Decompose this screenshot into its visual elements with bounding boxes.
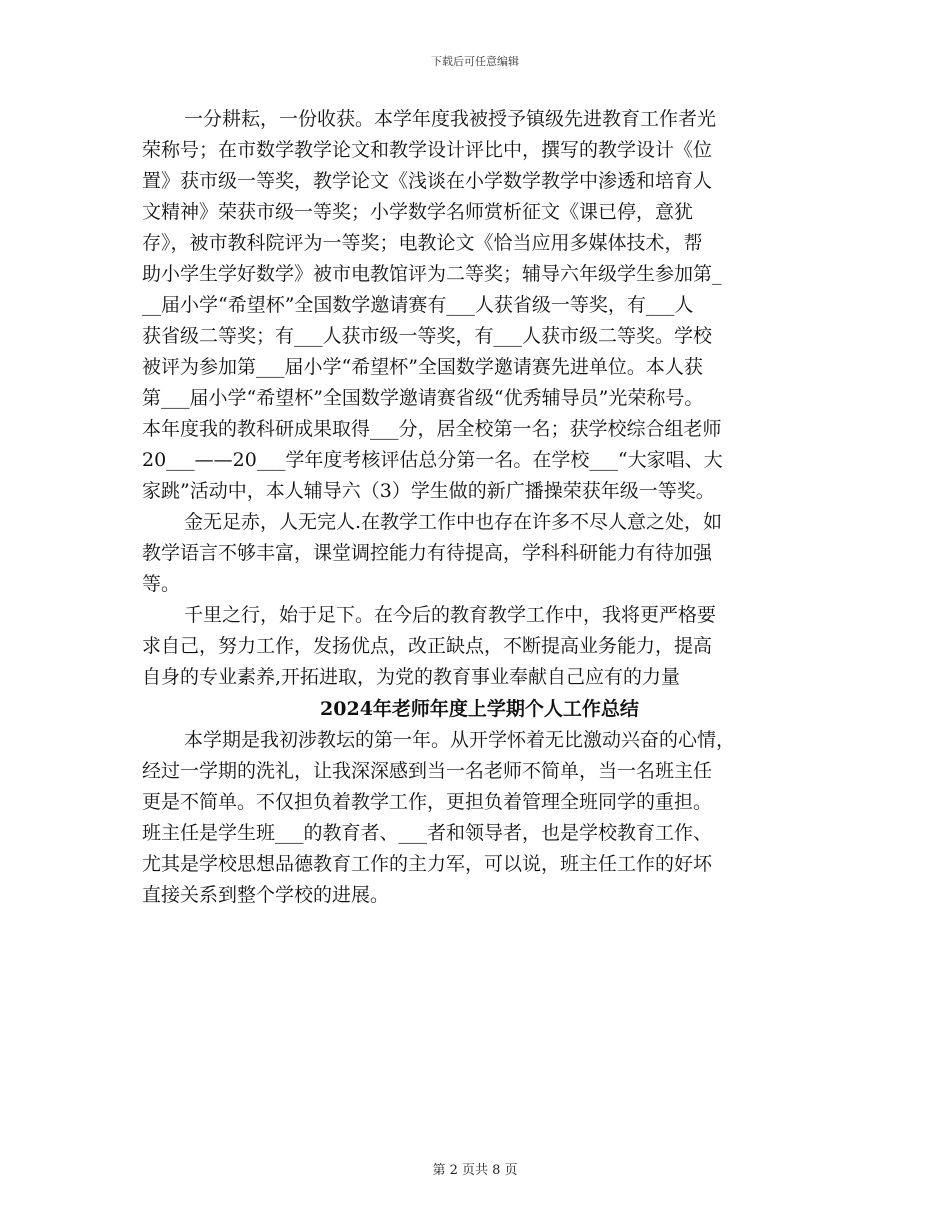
text-line: 金无足赤，人无完人.在教学工作中也存在许多不尽人意之处，如 xyxy=(184,511,723,533)
text-line: 荣称号；在市数学教学论文和教学设计评比中，撰写的教学设计《位 xyxy=(142,139,713,161)
text-line: 千里之行，始于足下。在今后的教育教学工作中，我将更严格要 xyxy=(184,604,717,626)
section-heading: 2024年老师年度上学期个人工作总结 xyxy=(320,698,639,720)
text-line: 教学语言不够丰富，课堂调控能力有待提高，学科科研能力有待加强 xyxy=(142,542,713,564)
text-line: 求自己，努力工作，发扬优点，改正缺点，不断提高业务能力，提高 xyxy=(142,635,713,657)
page-header: 下载后可任意编辑 xyxy=(431,55,519,68)
text-line: 直接关系到整个学校的进展。 xyxy=(142,884,390,906)
text-line: 被评为参加第___届小学“希望杯”全国数学邀请赛先进单位。本人获 xyxy=(142,356,703,378)
document-body xyxy=(142,104,817,911)
text-line: __届小学“希望杯”全国数学邀请赛有___人获省级一等奖，有___人 xyxy=(142,294,694,316)
text-line: 本年度我的教科研成果取得___分，居全校第一名；获学校综合组老师 xyxy=(142,418,722,440)
text-line: 存》，被市教科院评为一等奖；电教论文《恰当应用多媒体技术，帮 xyxy=(142,232,703,254)
text-line: 等。 xyxy=(142,573,181,595)
text-line: 第___届小学“希望杯”全国数学邀请赛省级“优秀辅导员”光荣称号。 xyxy=(142,387,704,409)
text-line: 一分耕耘，一份收获。本学年度我被授予镇级先进教育工作者光 xyxy=(184,108,717,130)
text-line: 助小学生学好数学》被市电教馆评为二等奖；辅导六年级学生参加第_ xyxy=(142,263,722,285)
text-line: 文精神》荣获市级一等奖；小学数学名师赏析征文《课已停，意犹 xyxy=(142,201,694,223)
paragraph-outlook xyxy=(142,600,817,693)
paragraph-achievements xyxy=(142,104,817,507)
text-line: 置》获市级一等奖，教学论文《浅谈在小学数学教学中渗透和培育人 xyxy=(142,170,713,192)
text-line: 本学期是我初涉教坛的第一年。从开学怀着无比激动兴奋的心情， xyxy=(184,729,736,751)
text-line: 获省级二等奖；有___人获市级一等奖，有___人获市级二等奖。学校 xyxy=(142,325,713,347)
text-line: 班主任是学生班___的教育者、___者和领导者，也是学校教育工作、 xyxy=(142,822,713,844)
text-line: 经过一学期的洗礼，让我深深感到当一名老师不简单，当一名班主任 xyxy=(142,760,713,782)
text-line: 家跳”活动中，本人辅导六（3）学生做的新广播操荣获年级一等奖。 xyxy=(142,480,715,502)
paragraph-shortcomings xyxy=(142,507,817,600)
text-line: 20___——20___学年度考核评估总分第一名。在学校___“大家唱、大 xyxy=(142,449,723,471)
text-line: 自身的专业素养,开拓进取，为党的教育事业奉献自己应有的力量 xyxy=(142,666,681,688)
page-footer: 第 2 页共 8 页 xyxy=(432,1163,518,1178)
text-line: 更是不简单。不仅担负着教学工作，更担负着管理全班同学的重担。 xyxy=(142,791,713,813)
paragraph-semester-intro xyxy=(142,725,817,911)
text-line: 尤其是学校思想品德教育工作的主力军，可以说，班主任工作的好坏 xyxy=(142,853,713,875)
